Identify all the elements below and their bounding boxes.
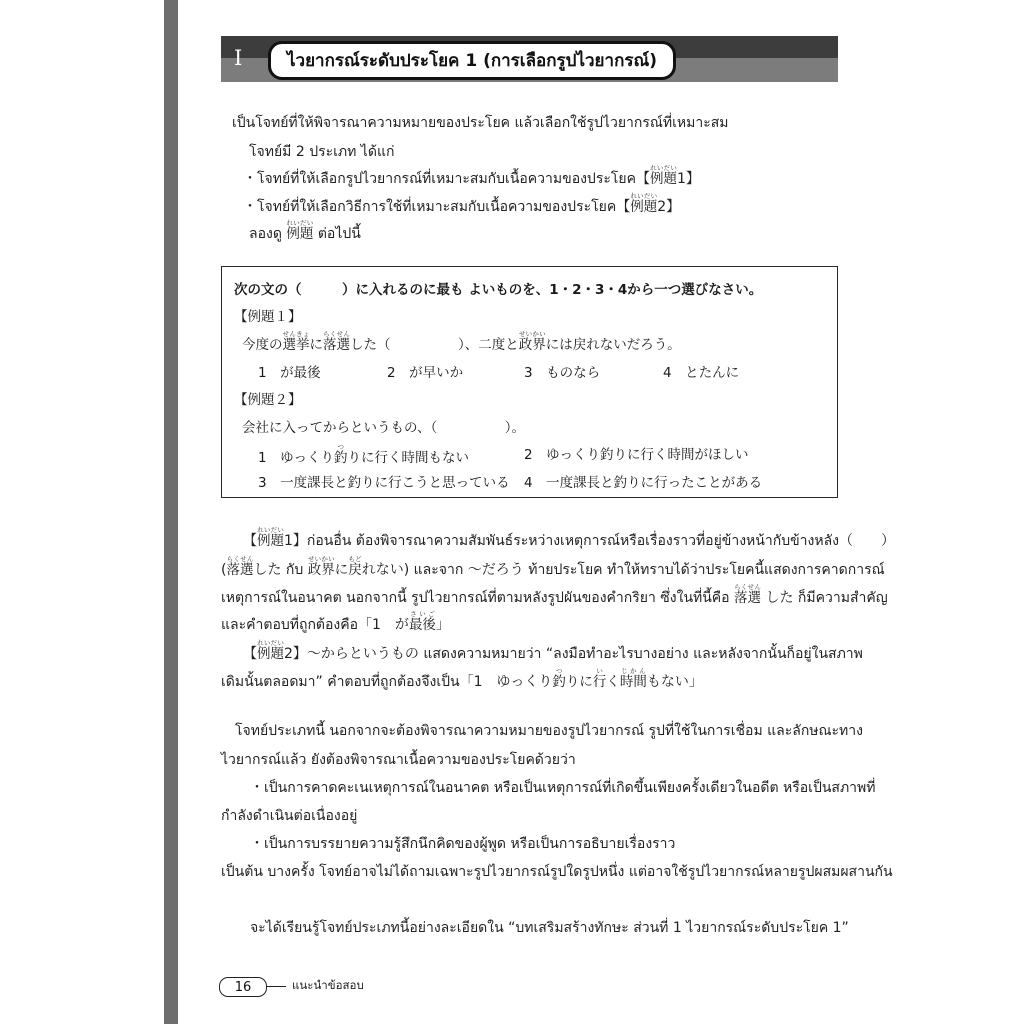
footer-label: แนะนำข้อสอบ [292,978,364,992]
body-line: เป็นต้น บางครั้ง โจทย์อาจไม่ได้ถามเฉพาะรูปไวยากรณ์รูปใดรูปหนึ่ง แต่อาจใช้รูปไวยากรณ์หลายรูปผสมผสานกัน [221,864,893,880]
example-1-label: 【例題１】 [234,309,302,325]
example-1-option: 4 とたんに [663,365,740,381]
example-1-option: 2 が早いか [387,365,464,381]
body-bullet: ・เป็นการคาดคะเนเหตุการณ์ในอนาคต หรือเป็นเหตุการณ์ที่เกิดขึ้นเพียงครั้งเดียวในอดีต หรือเป็นสภาพที่ [250,780,876,796]
footer-rule [266,986,286,987]
intro-line: ลองดู 例題れいだい ต่อไปนี้ [249,219,361,242]
example-1-option: 1 が最後 [258,365,321,381]
explanation-line: เหตุการณ์ในอนาคต นอกจากนี้ รูปไวยากรณ์ที่ตามหลังรูปผันของคำกริยา ซึ่งในที่นี้คือ 落選らくせん した ก็มีความสำคัญ [221,583,888,606]
body-line: โจทย์ประเภทนี้ นอกจากจะต้องพิจารณาความหมายของรูปไวยากรณ์ รูปที่ใช้ในการเชื่อม และลักษณะทาง [221,723,863,739]
example-2-sentence: 会社に入ってからというもの、（ ）。 [242,420,525,436]
intro-bullet: ・โจทย์ที่ให้เลือกวิธีการใช้ที่เหมาะสมกับเนื้อความของประโยค【例題れいだい2】 [243,192,681,215]
example-2-label: 【例題２】 [234,392,302,408]
explanation-line: 【例題れいだい2】〜からというもの แสดงความหมายว่า “ลงมือทำอะไรบางอย่าง และหลังจากนั้นก็อยู่ในสภาพ [243,639,863,662]
section-title: ไวยากรณ์ระดับประโยค 1 (การเลือกรูปไวยากรณ์) [268,41,676,80]
section-header [221,36,838,82]
example-2-option: 4 一度課長と釣りに行ったことがある [524,475,763,491]
example-1-option: 3 ものなら [524,365,601,381]
intro-bullet: ・โจทย์ที่ให้เลือกรูปไวยากรณ์ที่เหมาะสมกับเนื้อความของประโยค【例題れいだい1】 [243,164,700,187]
example-2-option: 2 ゆっくり釣りに行く時間がほしい [524,447,749,463]
explanation-line: เดิมนั้นตลอดมา” คำตอบที่ถูกต้องจึงเป็น「1 ゆっくり釣つりに行いく時間じかんもない」 [221,667,703,690]
intro-line: โจทย์มี 2 ประเภท ได้แก่ [249,144,395,160]
page-spine-bar [164,0,178,1024]
page-number: 16 [219,977,267,997]
example-1-sentence: 今度の選挙せんきょに落選らくせんした（ ）、二度と政界せいかいには戻れないだろう。 [242,330,681,353]
explanation-line: (落選らくせんした กับ 政界せいかいに戻もどれない) และจาก 〜だろう ท้ายประโยค ทำให้ทราบได้ว่าประโยคนี้แสดงการคาดการณ์ [221,555,885,578]
body-line: ไวยากรณ์แล้ว ยังต้องพิจารณาเนื้อความของประโยคด้วยว่า [221,752,576,768]
intro-line: เป็นโจทย์ที่ให้พิจารณาความหมายของประโยค แล้วเลือกใช้รูปไวยากรณ์ที่เหมาะสม [232,115,729,131]
box-instruction: 次の文の（ ）に入れるのに最も よいものを、1・2・3・4から一つ選びなさい。 [234,282,763,298]
body-bullet: ・เป็นการบรรยายความรู้สึกนึกคิดของผู้พูด หรือเป็นการอธิบายเรื่องราว [250,836,676,852]
section-number: I [234,46,243,70]
explanation-line: 【例題れいだい1】ก่อนอื่น ต้องพิจารณาความสัมพันธ์ระหว่างเหตุการณ์หรือเรื่องราวที่อยู่ข้างหน้ากับข้างหลัง（ ） [243,526,895,549]
example-2-option: 3 一度課長と釣りに行こうと思っている [258,475,510,491]
body-line: จะได้เรียนรู้โจทย์ประเภทนี้อย่างละเอียดใน “บทเสริมสร้างทักษะ ส่วนที่ 1 ไวยากรณ์ระดับประโยค 1” [250,920,849,936]
explanation-line: และคำตอบที่ถูกต้องคือ「1 が最後さいご」 [221,610,450,633]
example-box [221,266,838,498]
body-line: กำลังดำเนินต่อเนื่องอยู่ [221,808,358,824]
example-2-option: 1 ゆっくり釣つりに行く時間もない [258,443,469,466]
